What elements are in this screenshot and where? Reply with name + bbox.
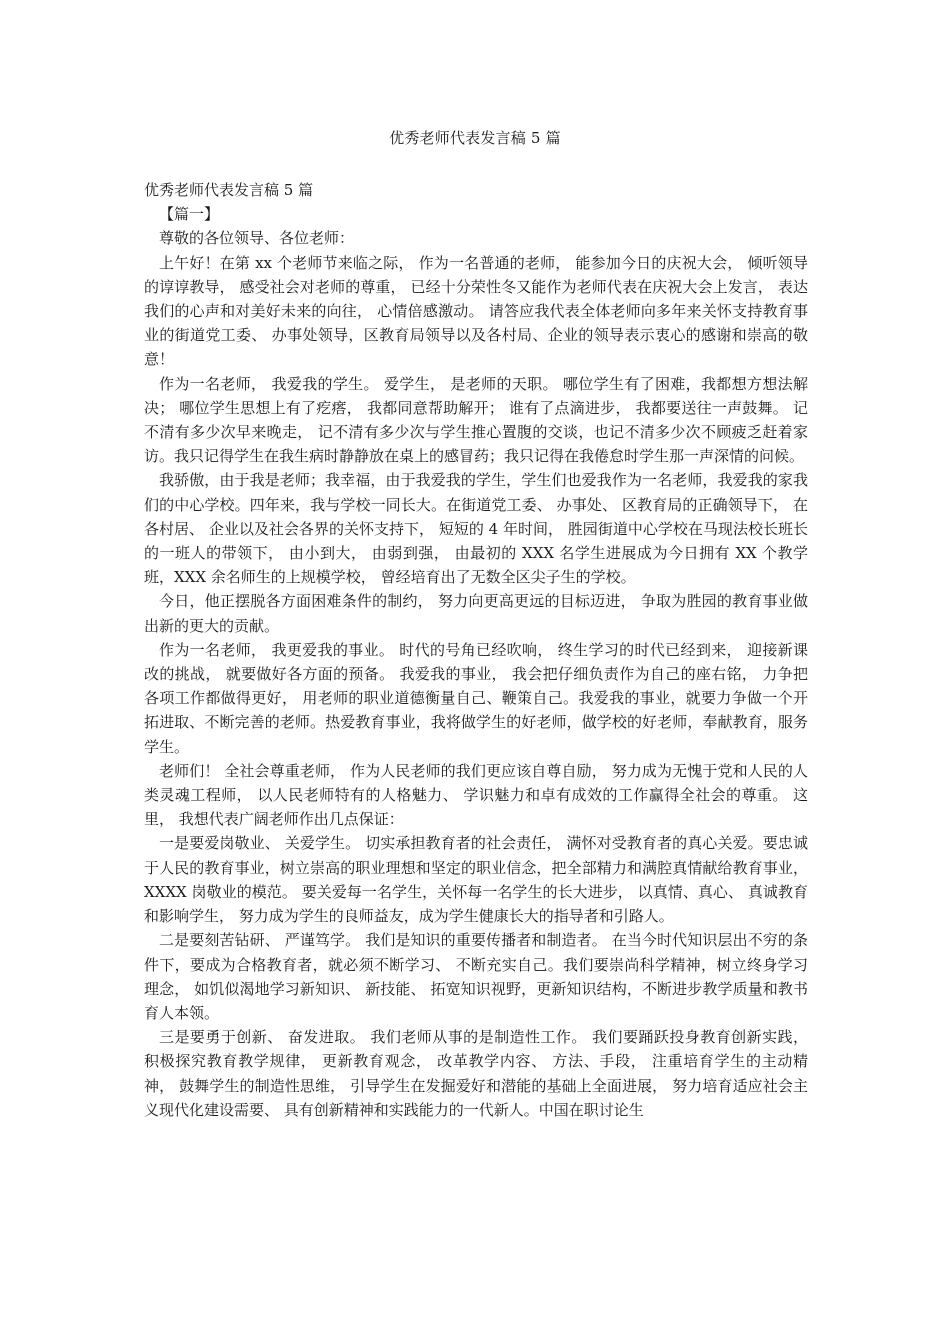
paragraph: 我骄傲，由于我是老师；我幸福，由于我爱我的学生，学生们也爱我作为一名老师，我爱我的家我们的中心学校。四年来，我与学校一同长大。在街道党工委、 办事处、 区教育局的正确领导下， 在各村居、 企业以及社会各界的关怀支持下， 短短的 4 年时间， 胜园街道中心学校在马现法校长班长的一班人的带领下， 由小到大， 由弱到强， 由最初的 XXX 名学生进展成为今日拥有 XX 个教学班，XXX 余名师生的上规模学校， 曾经培育出了无数全区尖子生的学校。 — [144, 471, 808, 587]
paragraph: 作为一名老师， 我爱我的学生。 爱学生， 是老师的天职。 哪位学生有了困难，我都想方想法解决； 哪位学生思想上有了疙瘩， 我都同意帮助解开； 谁有了点滴进步， 我都要送往一声鼓舞。 记不清有多少次早来晚走， 记不清有多少次与学生推心置腹的交谈，也记不清多少次不顾疲乏赶着家访。我只记得学生在我生病时静静放在桌上的感冒药；我只记得在我倦怠时学生那一声深情的问候。 — [144, 374, 808, 466]
paragraph: 今日，他正摆脱各方面困难条件的制约， 努力向更高更远的目标迈进， 争取为胜园的教育事业做出新的更大的贡献。 — [144, 592, 808, 635]
paragraph: 一是要爱岗敬业、 关爱学生。 切实承担教育者的社会责任， 满怀对受教育者的真心关爱。要忠诚于人民的教育事业，树立崇高的职业理想和坚定的职业信念，把全部精力和满腔真情献给教育事业，XXXX 岗敬业的模范。 要关爱每一名学生，关怀每一名学生的长大进步， 以真情、真心、 真诚教育和影响学生， 努力成为学生的良师益友，成为学生健康长大的指导者和引路人。 — [144, 834, 808, 926]
document-body — [144, 178, 808, 1122]
section-heading: 【篇一】 — [159, 205, 220, 224]
paragraph: 上午好！在第 xx 个老师节来临之际， 作为一名普通的老师， 能参加今日的庆祝大会， 倾听领导的谆谆教导， 感受社会对老师的尊重， 已经十分荣性冬又能作为老师代表在庆祝大会上发言， 表达我们的心声和对美好未来的向往， 心情倍感激动。 请答应我代表全体老师向多年来关怀支持教育事业的街道党工委、 办事处领导，区教育局领导以及各村局、企业的领导表示衷心的感谢和崇高的敬意！ — [144, 253, 808, 369]
paragraph: 作为一名老师， 我更爱我的事业。 时代的号角已经吹响， 终生学习的时代已经到来， 迎接新课改的挑战， 就要做好各方面的预备。 我爱我的事业， 我会把仔细负责作为自己的座右铭， 力争把各项工作都做得更好， 用老师的职业道德衡量自己、鞭策自己。我爱我的事业，就要力争做一个开拓进取、不断完善的老师。热爱教育事业，我将做学生的好老师，做学校的好老师，奉献教育，服务学生。 — [144, 640, 808, 756]
paragraph: 老师们！ 全社会尊重老师， 作为人民老师的我们更应该自尊自励， 努力成为无愧于党和人民的人类灵魂工程师， 以人民老师特有的人格魅力、 学识魅力和卓有成效的工作赢得全社会的尊重。 这里， 我想代表广阔老师作出几点保证： — [144, 761, 808, 829]
paragraph: 二是要刻苦钻研、 严谨笃学。 我们是知识的重要传播者和制造者。 在当今时代知识层出不穷的条件下，要成为合格教育者，就必须不断学习、 不断充实自己。我们要崇尚科学精神，树立终身学习理念， 如饥似渴地学习新知识、 新技能、 拓宽知识视野，更新知识结构，不断进步教学质量和教书育人本领。 — [144, 931, 808, 1022]
paragraph-salutation: 尊敬的各位领导、各位老师： — [159, 229, 355, 248]
paragraph: 三是要勇于创新、 奋发进取。 我们老师从事的是制造性工作。 我们要踊跃投身教育创新实践， 积极探究教育教学规律， 更新教育观念， 改革教学内容、 方法、手段， 注重培育学生的主动精神， 鼓舞学生的制造性思维， 引导学生在发掘爱好和潜能的基础上全面进展， 努力培育适应社会主义现代化建设需要、 具有创新精神和实践能力的一代新人。中国在职讨论生 — [144, 1028, 808, 1119]
document-subtitle: 优秀老师代表发言稿 5 篇 — [144, 181, 314, 199]
page-title: 优秀老师代表发言稿 5 篇 — [389, 129, 561, 147]
